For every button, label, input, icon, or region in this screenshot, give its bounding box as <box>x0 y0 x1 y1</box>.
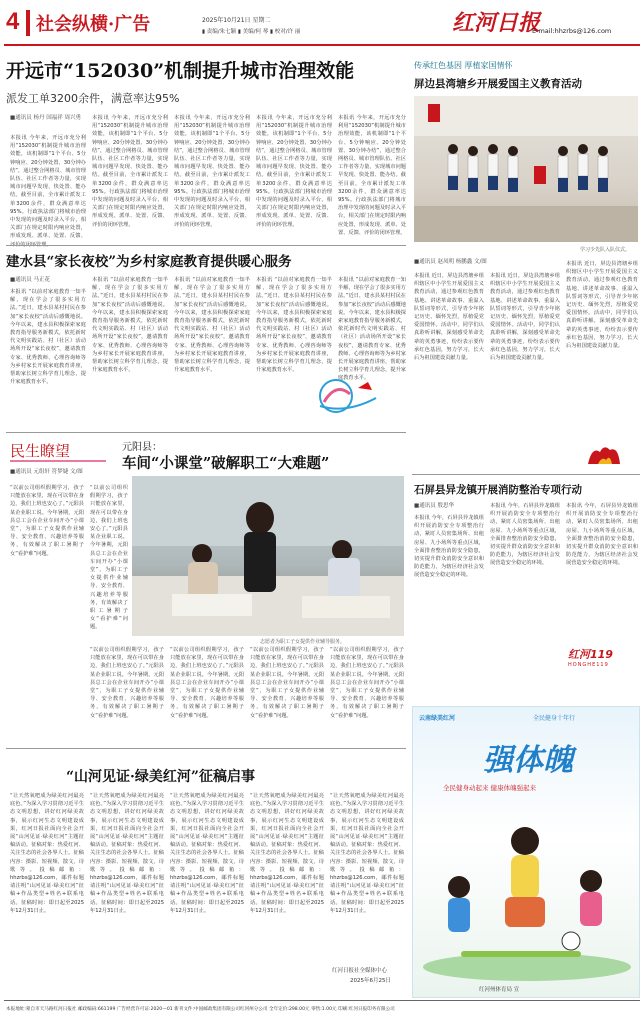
article-body-col5: “以前公司组织假期学习，孩子只能放在家里，现在可以带在身边，我们上班也安心了。”元阳县某企业职工说。今年暑期，元阳县总工会在企业车间开办“小课堂”，为职工子女提供作业辅导、安全教育、兴趣培养等服务，有效解决了职工暑期子女“看护难”问题。 <box>250 647 324 719</box>
article-title: 石屏县异龙镇开展消防整治专项行动 <box>414 484 582 496</box>
photo-caption: 志愿者为职工子女提供作业辅导服务。 <box>260 639 346 645</box>
footer-rule <box>4 1000 640 1001</box>
divider <box>6 748 406 749</box>
article-body: “让天然氧吧成为绿美红河最亮底色。”为深入学习贯彻习近平生态文明思想，讲好红河绿美故事，展示红河生态文明建设成果，红河日报社面向全社会开展“山河见证·绿美红河”主题征稿活动。征稿对象：热爱红河、关注生态的社会各界人士。征稿内容：摄影、短视频、散文、诗歌等。投稿邮箱：hhzrbs@126.com，邮件标题请注明“山河见证·绿美红河”征稿+作品类型+姓名+联系电话。征稿时间：即日起至2025年12月31日止。 <box>10 793 84 914</box>
article-body-col5: 本报讯 “以前对家庭教育一知半解，现在学会了很多实用方法。”近日，建水县某村村民在参加“家长夜校”活动后感慨地说。今年以来，建水县积极探索家庭教育指导服务新模式，依托新时代文明实践站、村（社区）活动场所开设“家长夜校”，邀请教育专家、优秀教师、心理咨询师等为乡村家长开展家庭教育讲座，帮助家长树立科学育儿理念，提升家庭教育水平。 <box>338 277 406 382</box>
article-body-col4: “让天然氧吧成为绿美红河最亮底色。”为深入学习贯彻习近平生态文明思想，讲好红河绿美故事，展示红河生态文明建设成果，红河日报社面向全社会开展“山河见证·绿美红河”主题征稿活动。征稿对象：热爱红河、关注生态的社会各界人士。征稿内容：摄影、短视频、散文、诗歌等。投稿邮箱：hhzrbs@126.com，邮件标题请注明“山河见证·绿美红河”征稿+作品类型+姓名+联系电话。征稿时间：即日起至2025年12月31日止。 <box>250 793 324 914</box>
article-body-col2: 本报讯 今年，石屏县异龙镇组织开展消防安全专项整治行动，紧盯人员密集场所、出租房屋、九小场所等重点区域，全面排查整治消防安全隐患，切实提升群众消防安全意识和防范能力，为辖区经济社会发展营造安全稳定的环境。 <box>490 503 560 567</box>
article-body: 本报讯 今年来，开远市充分利用“152030”机制提升城市治理效能，该机制即“1个平台、5分钟响应、20分钟处置、30分钟办结”，通过整合网格员、城市管理队伍、社区工作者等力量，实现城市问题早发现、快处置、能办结。截至目前，全市累计派发工单3200余件，群众满意率达95%。行政执法部门将城市治理中发现的问题及时录入平台，相关部门在规定时限内响应处置，形成发现、派单、处置、反馈、 <box>10 135 86 240</box>
footer-line: 本报地址:蒙自市天马路红河日报社 邮政编码:661199 广告经营许可证:2020—01 新刊文件:中国邮政集团有限公司红河州分公司 全年定价:298.00元 零售:1.00元 印刷:红河日报印务有限公司 <box>6 1007 395 1012</box>
article-body-col2: “以前公司组织假期学习，孩子只能放在家里，现在可以带在身边，我们上班也安心了。”元阳县某企业职工说。今年暑期，元阳县总工会在企业车间开办“小课堂”，为职工子女提供作业辅导、安全教育、兴趣培养等服务，有效解决了职工暑期子女“看护难”问题。 <box>90 485 128 631</box>
article-kicker: 传承红色基因 厚植家国情怀 <box>414 61 513 70</box>
article-byline: ■通讯员 马正花 <box>10 277 50 283</box>
article-subtitle: 派发工单3200余件，满意率达95% <box>6 92 180 105</box>
article-body-col2: “让天然氧吧成为绿美红河最亮底色。”为深入学习贯彻习近平生态文明思想，讲好红河绿美故事，展示红河生态文明建设成果，红河日报社面向全社会开展“山河见证·绿美红河”主题征稿活动。征稿对象：热爱红河、关注生态的社会各界人士。征稿内容：摄影、短视频、散文、诗歌等。投稿邮箱：hhzrbs@126.com，邮件标题请注明“山河见证·绿美红河”征稿+作品类型+姓名+联系电话。征稿时间：即日起至2025年12月31日止。 <box>90 793 164 914</box>
article-location: 元阳县： <box>122 442 162 453</box>
article-title: 建水县“家长夜校”为乡村家庭教育提供暖心服务 <box>6 254 292 270</box>
article-body-col2: 本报讯 今年来，开远市充分利用“152030”机制提升城市治理效能，该机制即“1个平台、5分钟响应、20分钟处置、30分钟办结”，通过整合网格员、城市管理队伍、社区工作者等力量，实现城市问题早发现、快处置、能办结。截至目前，全市累计派发工单3200余件，群众满意率达95%。行政执法部门将城市治理中发现的问题及时录入平台，相关部门在规定时限内响应处置，形成发现、派单、处置、反馈、评价的闭环管理。 <box>92 115 168 228</box>
photo-classroom <box>132 476 404 636</box>
divider <box>412 474 640 475</box>
article-body: 本报讯 今年，石屏县异龙镇组织开展消防安全专项整治行动，紧盯人员密集场所、出租房屋、九小场所等重点区域，全面排查整治消防安全隐患，切实提升群众消防安全意识和防范能力，为辖区经济社会发展营造安全稳定的环境。 <box>414 515 484 579</box>
fitness-ad <box>412 706 640 998</box>
article-byline: ■通讯员 殷思华 <box>414 503 454 509</box>
article-body-col3: “以前公司组织假期学习，孩子只能放在家里，现在可以带在身边，我们上班也安心了。”元阳县某企业职工说。今年暑期，元阳县总工会在企业车间开办“小课堂”，为职工子女提供作业辅导、安全教育、兴趣培养等服务，有效解决了职工暑期子女“看护难”问题。 <box>90 647 164 719</box>
photo-caption: 学习少先队入队仪式。 <box>580 247 631 253</box>
article-byline: ■通讯员 赵凤明 杨鹏鑫 文/图 <box>414 259 487 265</box>
ad-slogan-top: 全民健身十年行 <box>533 715 576 722</box>
article-body-col3: 本报讯 近日，屏边县湾塘乡组织辖区中小学生开展爱国主义教育活动，通过参观红色教育基地、讲述革命故事、重温入队誓词等形式，引导青少年铭记历史、缅怀先烈，厚植爱党爱国情怀。活动中，同学们认真聆听讲解，深刻感受革命先辈的英勇事迹，纷纷表示要传承红色基因，努力学习，长大后为祖国建设贡献力量。 <box>566 261 638 350</box>
article-body: 本报讯 近日，屏边县湾塘乡组织辖区中小学生开展爱国主义教育活动，通过参观红色教育基地、讲述革命故事、重温入队誓词等形式，引导青少年铭记历史、缅怀先烈，厚植爱党爱国情怀。活动中，同学们认真聆听讲解，深刻感受革命先辈的英勇事迹，纷纷表示要传承红色基因，努力学习，长大后为祖国建设贡献力量。 <box>414 273 484 362</box>
fire-emblem <box>584 442 624 470</box>
article-body-col3: “让天然氧吧成为绿美红河最亮底色。”为深入学习贯彻习近平生态文明思想，讲好红河绿美故事，展示红河生态文明建设成果，红河日报社面向全社会开展“山河见证·绿美红河”主题征稿活动。征稿对象：热爱红河、关注生态的社会各界人士。征稿内容：摄影、短视频、散文、诗歌等。投稿邮箱：hhzrbs@126.com，邮件标题请注明“山河见证·绿美红河”征稿+作品类型+姓名+联系电话。征稿时间：即日起至2025年12月31日止。 <box>170 793 244 914</box>
section-title: 社会纵横·广告 <box>36 14 151 35</box>
article-byline: ■通讯员 杨丹 国福祥 周兴勇 <box>10 115 81 121</box>
ad-big-text: 强体魄 <box>483 743 573 778</box>
article-body: “以前公司组织假期学习，孩子只能放在家里，现在可以带在身边，我们上班也安心了。”元阳县某企业职工说。今年暑期，元阳县总工会在企业车间开办“小课堂”，为职工子女提供作业辅导、安全教育、兴趣培养等服务，有效解决了职工暑期子女“看护难”问题。 <box>10 485 84 557</box>
article-jianshui <box>6 250 406 430</box>
article-body-col5: “让天然氧吧成为绿美红河最亮底色。”为深入学习贯彻习近平生态文明思想，讲好红河绿美故事，展示红河生态文明建设成果，红河日报社面向全社会开展“山河见证·绿美红河”主题征稿活动。征稿对象：热爱红河、关注生态的社会各界人士。征稿内容：摄影、短视频、散文、诗歌等。投稿邮箱：hhzrbs@126.com，邮件标题请注明“山河见证·绿美红河”征稿+作品类型+姓名+联系电话。征稿时间：即日起至2025年12月31日止。 <box>330 793 404 914</box>
article-kaiyuan <box>6 56 406 242</box>
ad-illustration <box>421 801 633 981</box>
article-body-col3: 本报讯 今年来，开远市充分利用“152030”机制提升城市治理效能，该机制即“1个平台、5分钟响应、20分钟处置、30分钟办结”，通过整合网格员、城市管理队伍、社区工作者等力量，实现城市问题早发现、快处置、能办结。截至目前，全市累计派发工单3200余件，群众满意率达95%。行政执法部门将城市治理中发现的问题及时录入平台，相关部门在规定时限内响应处置，形成发现、派单、处置、反馈、评价的闭环管理。 <box>174 115 250 228</box>
article-title: 开远市“152030”机制提升城市治理效能 <box>6 60 355 82</box>
article-signoff: 红河日报社全媒体中心 <box>332 968 388 974</box>
article-body-col5: 本报讯 今年来，开远市充分利用“152030”机制提升城市治理效能，该机制即“1个平台、5分钟响应、20分钟处置、30分钟办结”，通过整合网格员、城市管理队伍、社区工作者等力量，实现城市问题早发现、快处置、能办结。截至目前，全市累计派发工单3200余件，群众满意率达95%。行政执法部门将城市治理中发现的问题及时录入平台，相关部门在规定时限内响应处置，形成发现、派单、处置、反馈、评价的闭环管理。 <box>338 115 406 236</box>
article-call-for-submissions <box>6 748 406 994</box>
civilization-logo <box>306 368 402 426</box>
column-logo: 民生瞭望 <box>10 442 71 460</box>
divider <box>6 432 406 433</box>
article-title: 屏边县湾塘乡开展爱国主义教育活动 <box>414 78 582 90</box>
ad-tagline: 全民健身动起来 健康体魄强起来 <box>443 784 537 792</box>
column-logo-underline <box>10 460 106 462</box>
article-title: 车间“小课堂”破解职工“大难题” <box>122 455 330 472</box>
article-body-col4: 本报讯 “以前对家庭教育一知半解，现在学会了很多实用方法。”近日，建水县某村村民在参加“家长夜校”活动后感慨地说。今年以来，建水县积极探索家庭教育指导服务新模式，依托新时代文明实践站、村（社区）活动场所开设“家长夜校”，邀请教育专家、优秀教师、心理咨询师等为乡村家长开展家庭教育讲座，帮助家长树立科学育儿理念，提升家庭教育水平。 <box>256 277 332 374</box>
hotline-text: 红河119 <box>568 648 613 661</box>
masthead-name: 红河日报 <box>452 10 541 36</box>
issue-date: 2025年10月21日 星期二 <box>202 17 271 24</box>
page-header <box>0 0 644 46</box>
article-pingbian <box>412 50 640 470</box>
article-byline: ■通讯员 元组轩 符梦婕 文/图 <box>10 469 83 475</box>
article-yuanyang <box>6 432 406 744</box>
article-body-col3: 本报讯 “以前对家庭教育一知半解，现在学会了很多实用方法。”近日，建水县某村村民在参加“家长夜校”活动后感慨地说。今年以来，建水县积极探索家庭教育指导服务新模式，依托新时代文明实践站、村（社区）活动场所开设“家长夜校”，邀请教育专家、优秀教师、心理咨询师等为乡村家长开展家庭教育讲座，帮助家长树立科学育儿理念，提升家庭教育水平。 <box>174 277 250 374</box>
section-bar <box>26 10 30 36</box>
page-number: 4 <box>6 8 20 35</box>
masthead-email: E-mail:hhzrbs@126.com <box>532 27 612 35</box>
article-body-col3: 本报讯 今年，石屏县异龙镇组织开展消防安全专项整治行动，紧盯人员密集场所、出租房屋、九小场所等重点区域，全面排查整治消防安全隐患，切实提升群众消防安全意识和防范能力，为辖区经济社会发展营造安全稳定的环境。 <box>566 503 638 567</box>
article-body-col2: 本报讯 “以前对家庭教育一知半解，现在学会了很多实用方法。”近日，建水县某村村民在参加“家长夜校”活动后感慨地说。今年以来，建水县积极探索家庭教育指导服务新模式，依托新时代文明实践站、村（社区）活动场所开设“家长夜校”，邀请教育专家、优秀教师、心理咨询师等为乡村家长开展家庭教育讲座，帮助家长树立科学育儿理念，提升家庭教育水平。 <box>92 277 168 374</box>
editors-line: ▮ 责编/朱七颖 ▮ 美编/何 琴 ▮ 校对/许 丽 <box>202 29 301 35</box>
hotline-subtext: HONGHE119 <box>568 662 609 668</box>
article-body-col4: 本报讯 今年来，开远市充分利用“152030”机制提升城市治理效能，该机制即“1个平台、5分钟响应、20分钟处置、30分钟办结”，通过整合网格员、城市管理队伍、社区工作者等力量，实现城市问题早发现、快处置、能办结。截至目前，全市累计派发工单3200余件，群众满意率达95%。行政执法部门将城市治理中发现的问题及时录入平台，相关部门在规定时限内响应处置，形成发现、派单、处置、反馈、评价的闭环管理。 <box>256 115 332 228</box>
article-body-col6: “以前公司组织假期学习，孩子只能放在家里，现在可以带在身边，我们上班也安心了。”元阳县某企业职工说。今年暑期，元阳县总工会在企业车间开办“小课堂”，为职工子女提供作业辅导、安全教育、兴趣培养等服务，有效解决了职工暑期子女“看护难”问题。 <box>330 647 404 719</box>
article-title: “山河见证·绿美红河”征稿启事 <box>66 769 255 785</box>
hotline-badge <box>568 646 638 680</box>
article-signoff-date: 2025年6月25日 <box>350 978 391 984</box>
ad-badge: 云南绿美红河 <box>419 715 456 722</box>
photo-ceremony <box>414 96 638 242</box>
article-shiping <box>412 474 640 702</box>
ad-footer: 红河州体育局 宣 <box>479 987 520 993</box>
header-rule <box>4 44 640 46</box>
article-body-col4: “以前公司组织假期学习，孩子只能放在家里，现在可以带在身边，我们上班也安心了。”元阳县某企业职工说。今年暑期，元阳县总工会在企业车间开办“小课堂”，为职工子女提供作业辅导、安全教育、兴趣培养等服务，有效解决了职工暑期子女“看护难”问题。 <box>170 647 244 719</box>
divider <box>6 245 406 246</box>
article-body-col2: 本报讯 近日，屏边县湾塘乡组织辖区中小学生开展爱国主义教育活动，通过参观红色教育基地、讲述革命故事、重温入队誓词等形式，引导青少年铭记历史、缅怀先烈，厚植爱党爱国情怀。活动中，同学们认真聆听讲解，深刻感受革命先辈的英勇事迹，纷纷表示要传承红色基因，努力学习，长大后为祖国建设贡献力量。 <box>490 273 560 362</box>
article-body: 本报讯 “以前对家庭教育一知半解，现在学会了很多实用方法。”近日，建水县某村村民在参加“家长夜校”活动后感慨地说。今年以来，建水县积极探索家庭教育指导服务新模式，依托新时代文明实践站、村（社区）活动场所开设“家长夜校”，邀请教育专家、优秀教师、心理咨询师等为乡村家长开展家庭教育讲座，帮助家长树立科学育儿理念，提升家庭教育水平。 <box>10 289 86 386</box>
